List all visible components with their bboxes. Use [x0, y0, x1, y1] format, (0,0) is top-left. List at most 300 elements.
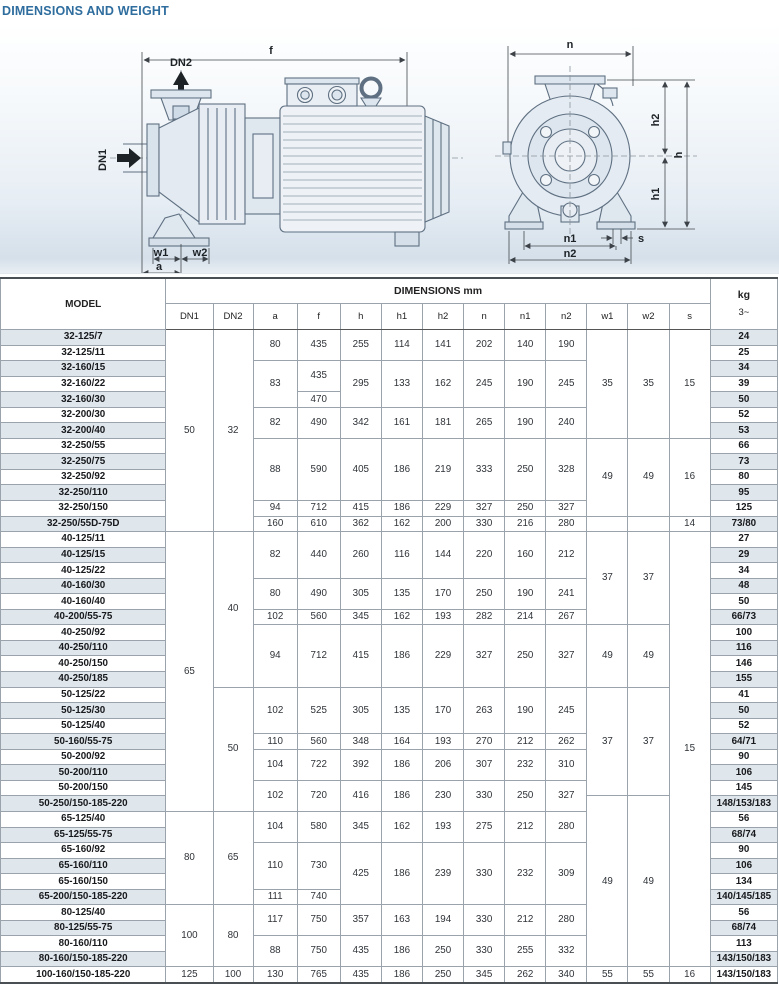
model-cell: 32-250/150	[1, 501, 166, 517]
dim-cell: 295	[340, 361, 381, 408]
dim-cell: 37	[628, 687, 669, 796]
dim-cell: 275	[464, 811, 505, 842]
dim-cell: 241	[546, 578, 587, 609]
dim-cell: 250	[422, 967, 463, 983]
dim-cell: 327	[464, 501, 505, 517]
dim-cell: 435	[297, 330, 340, 361]
dim-cell: 104	[253, 749, 297, 780]
dim-cell: 206	[422, 749, 463, 780]
dim-cell: 262	[546, 734, 587, 750]
dim-cell: 327	[546, 501, 587, 517]
dim-cell: 32	[213, 330, 253, 532]
dim-cell	[628, 516, 669, 532]
dim-cell: 740	[297, 889, 340, 905]
dim-cell: 310	[546, 749, 587, 780]
weight-cell: 24	[710, 330, 777, 346]
dim-cell: 160	[505, 532, 546, 579]
dim-cell: 330	[464, 905, 505, 936]
dim-cell: 186	[381, 438, 422, 500]
dim-cell: 55	[587, 967, 628, 983]
weight-cell: 145	[710, 780, 777, 796]
dim-cell: 265	[464, 407, 505, 438]
table-row	[1, 687, 778, 703]
dim-cell: 305	[340, 578, 381, 609]
header-col-w1: w1	[587, 304, 628, 330]
model-cell: 40-200/55-75	[1, 609, 166, 625]
dim-cell: 560	[297, 609, 340, 625]
dim-cell: 37	[587, 532, 628, 625]
dim-cell: 212	[505, 905, 546, 936]
dim-cell: 15	[669, 532, 710, 967]
dim-cell: 435	[340, 936, 381, 967]
model-cell: 50-160/55-75	[1, 734, 166, 750]
dim-cell: 750	[297, 905, 340, 936]
dim-cell: 102	[253, 609, 297, 625]
header-col-DN2: DN2	[213, 304, 253, 330]
dim-cell: 15	[669, 330, 710, 439]
dim-cell: 348	[340, 734, 381, 750]
dim-cell: 270	[464, 734, 505, 750]
dim-label-n2: n2	[563, 248, 577, 260]
dim-cell: 135	[381, 578, 422, 609]
table-row	[1, 625, 778, 641]
weight-cell: 50	[710, 594, 777, 610]
dim-cell: 255	[340, 330, 381, 361]
dim-cell: 262	[505, 967, 546, 983]
model-cell: 65-125/40	[1, 811, 166, 827]
dim-cell: 280	[546, 905, 587, 936]
dim-cell: 405	[340, 438, 381, 500]
dim-cell: 345	[340, 811, 381, 842]
table-row	[1, 967, 778, 983]
dim-cell: 712	[297, 625, 340, 687]
model-cell: 40-125/11	[1, 532, 166, 548]
dim-cell: 250	[505, 438, 546, 500]
dim-label-s: s	[637, 233, 645, 245]
dimensions-table	[0, 277, 778, 984]
dim-cell: 220	[464, 532, 505, 579]
dim-cell: 342	[340, 407, 381, 438]
weight-cell: 90	[710, 843, 777, 859]
model-cell: 100-160/150-185-220	[1, 967, 166, 983]
lifting-eye	[362, 79, 381, 98]
model-cell: 32-125/7	[1, 330, 166, 346]
dim-cell: 170	[422, 578, 463, 609]
dim-cell: 49	[628, 796, 669, 967]
dim-cell: 135	[381, 687, 422, 734]
dim-cell: 193	[422, 811, 463, 842]
dim-cell: 163	[381, 905, 422, 936]
model-cell: 40-250/92	[1, 625, 166, 641]
model-cell: 40-250/185	[1, 672, 166, 688]
dim-cell: 49	[587, 625, 628, 687]
model-cell: 80-160/150-185-220	[1, 951, 166, 967]
dim-cell: 49	[587, 796, 628, 967]
dim-cell: 49	[587, 438, 628, 516]
dim-cell: 88	[253, 438, 297, 500]
weight-cell: 66/73	[710, 609, 777, 625]
dim-cell: 280	[546, 811, 587, 842]
model-cell: 40-125/22	[1, 563, 166, 579]
weight-cell: 53	[710, 423, 777, 439]
dim-cell: 307	[464, 749, 505, 780]
dim-cell: 100	[213, 967, 253, 983]
weight-cell: 80	[710, 469, 777, 485]
dim-cell: 280	[546, 516, 587, 532]
dim-cell: 104	[253, 811, 297, 842]
dim-cell: 130	[253, 967, 297, 983]
dim-label-dn2: DN2	[169, 57, 193, 69]
dim-cell: 425	[340, 843, 381, 905]
model-cell: 32-250/55D-75D	[1, 516, 166, 532]
model-cell: 50-125/22	[1, 687, 166, 703]
weight-cell: 125	[710, 501, 777, 517]
dim-cell: 712	[297, 501, 340, 517]
weight-cell: 64/71	[710, 734, 777, 750]
dim-cell: 14	[669, 516, 710, 532]
model-cell: 65-125/55-75	[1, 827, 166, 843]
weight-cell: 50	[710, 703, 777, 719]
dim-cell: 162	[381, 516, 422, 532]
dim-cell: 219	[422, 438, 463, 500]
dim-cell: 590	[297, 438, 340, 500]
header-model: MODEL	[1, 278, 166, 330]
dim-cell: 111	[253, 889, 297, 905]
model-cell: 32-160/22	[1, 376, 166, 392]
model-cell: 32-125/11	[1, 345, 166, 361]
pump-drawings	[0, 24, 779, 274]
dim-label-h1: h1	[650, 187, 662, 201]
dim-cell: 50	[166, 330, 213, 532]
dimensions-table-body	[1, 330, 778, 983]
dim-cell: 35	[628, 330, 669, 439]
dim-cell: 186	[381, 967, 422, 983]
dim-cell: 133	[381, 361, 422, 408]
dim-cell: 309	[546, 843, 587, 905]
dim-cell: 190	[505, 578, 546, 609]
dim-cell: 140	[505, 330, 546, 361]
weight-cell: 68/74	[710, 920, 777, 936]
model-cell: 65-160/110	[1, 858, 166, 874]
page-title: DIMENSIONS AND WEIGHT	[2, 4, 169, 18]
dim-cell: 229	[422, 625, 463, 687]
pump-side-view-drawing	[95, 24, 465, 273]
dim-label-h: h	[673, 151, 685, 159]
dim-cell: 440	[297, 532, 340, 579]
dim-cell: 160	[253, 516, 297, 532]
weight-cell: 100	[710, 625, 777, 641]
dim-cell: 305	[340, 687, 381, 734]
weight-cell: 116	[710, 640, 777, 656]
weight-cell: 148/153/183	[710, 796, 777, 812]
dim-cell	[587, 516, 628, 532]
dim-cell: 82	[253, 532, 297, 579]
dim-cell: 250	[505, 780, 546, 811]
header-col-a: a	[253, 304, 297, 330]
dim-cell: 392	[340, 749, 381, 780]
dim-cell: 102	[253, 780, 297, 811]
dim-cell: 328	[546, 438, 587, 500]
model-cell: 32-160/30	[1, 392, 166, 408]
dim-cell: 212	[505, 734, 546, 750]
dim-cell: 94	[253, 501, 297, 517]
weight-cell: 27	[710, 532, 777, 548]
dim-label-a: a	[155, 261, 163, 273]
dn1-flow-arrow	[117, 148, 141, 168]
dim-cell: 415	[340, 625, 381, 687]
dim-cell: 16	[669, 967, 710, 983]
dim-cell: 263	[464, 687, 505, 734]
weight-cell: 68/74	[710, 827, 777, 843]
dim-cell: 49	[628, 625, 669, 687]
header-col-n: n	[464, 304, 505, 330]
model-cell: 80-160/110	[1, 936, 166, 952]
weight-cell: 29	[710, 547, 777, 563]
dim-cell: 55	[628, 967, 669, 983]
dim-cell: 37	[628, 532, 669, 625]
dim-cell: 330	[464, 936, 505, 967]
dim-cell: 94	[253, 625, 297, 687]
dim-cell: 610	[297, 516, 340, 532]
dim-label-n: n	[566, 39, 574, 51]
dim-cell: 190	[505, 361, 546, 408]
kg-label: kg	[737, 289, 750, 301]
weight-cell: 143/150/183	[710, 967, 777, 983]
dim-cell: 327	[464, 625, 505, 687]
dim-cell: 340	[546, 967, 587, 983]
model-cell: 50-250/150-185-220	[1, 796, 166, 812]
dim-cell: 190	[505, 687, 546, 734]
weight-cell: 140/145/185	[710, 889, 777, 905]
dim-cell: 186	[381, 843, 422, 905]
model-cell: 50-200/150	[1, 780, 166, 796]
model-cell: 40-125/15	[1, 547, 166, 563]
dim-cell: 330	[464, 843, 505, 905]
dim-cell: 193	[422, 609, 463, 625]
dim-cell: 212	[546, 532, 587, 579]
dim-label-h2: h2	[650, 113, 662, 127]
dim-cell: 80	[166, 811, 213, 904]
dim-cell: 362	[340, 516, 381, 532]
dim-cell: 65	[166, 532, 213, 812]
dim-label-n1: n1	[563, 233, 577, 245]
model-cell: 32-200/30	[1, 407, 166, 423]
dim-cell: 232	[505, 749, 546, 780]
dim-cell: 333	[464, 438, 505, 500]
dim-cell: 212	[505, 811, 546, 842]
header-col-n2: n2	[546, 304, 587, 330]
weight-cell: 25	[710, 345, 777, 361]
dim-cell: 144	[422, 532, 463, 579]
weight-cell: 34	[710, 361, 777, 377]
dim-cell: 49	[628, 438, 669, 516]
dim-cell: 214	[505, 609, 546, 625]
dim-cell: 250	[464, 578, 505, 609]
dim-cell: 245	[546, 687, 587, 734]
dim-cell: 282	[464, 609, 505, 625]
dim-cell: 250	[422, 936, 463, 967]
dim-cell: 162	[381, 811, 422, 842]
dim-cell: 330	[464, 516, 505, 532]
dim-cell: 65	[213, 811, 253, 904]
dim-cell: 239	[422, 843, 463, 905]
dim-cell: 164	[381, 734, 422, 750]
model-cell: 32-250/110	[1, 485, 166, 501]
model-cell: 80-125/40	[1, 905, 166, 921]
table-row	[1, 516, 778, 532]
dim-cell: 580	[297, 811, 340, 842]
dim-cell: 194	[422, 905, 463, 936]
header-col-w2: w2	[628, 304, 669, 330]
pump-front-view-drawing	[465, 24, 775, 273]
dim-cell: 250	[505, 501, 546, 517]
dim-cell: 190	[546, 330, 587, 361]
dim-cell: 35	[587, 330, 628, 439]
dim-cell: 186	[381, 501, 422, 517]
dim-cell: 490	[297, 407, 340, 438]
weight-cell: 73/80	[710, 516, 777, 532]
model-cell: 50-200/92	[1, 749, 166, 765]
model-cell: 65-200/150-185-220	[1, 889, 166, 905]
header-col-n1: n1	[505, 304, 546, 330]
model-cell: 32-200/40	[1, 423, 166, 439]
dim-cell: 125	[166, 967, 213, 983]
model-cell: 50-125/40	[1, 718, 166, 734]
dim-cell: 80	[253, 330, 297, 361]
weight-cell: 48	[710, 578, 777, 594]
dim-cell: 250	[505, 625, 546, 687]
dim-cell: 730	[297, 843, 340, 890]
header-col-s: s	[669, 304, 710, 330]
dim-cell: 357	[340, 905, 381, 936]
weight-cell: 106	[710, 858, 777, 874]
model-cell: 32-160/15	[1, 361, 166, 377]
dim-cell: 260	[340, 532, 381, 579]
header-col-f: f	[297, 304, 340, 330]
weight-cell: 52	[710, 718, 777, 734]
model-cell: 40-250/150	[1, 656, 166, 672]
dim-cell: 240	[546, 407, 587, 438]
weight-cell: 73	[710, 454, 777, 470]
weight-cell: 41	[710, 687, 777, 703]
model-cell: 40-160/30	[1, 578, 166, 594]
dim-cell: 162	[422, 361, 463, 408]
dim-cell: 245	[464, 361, 505, 408]
dim-label-dn1: DN1	[97, 148, 109, 172]
weight-cell: 39	[710, 376, 777, 392]
dim-cell: 202	[464, 330, 505, 361]
kg-phase-label: 3~	[738, 306, 750, 318]
dim-cell: 722	[297, 749, 340, 780]
dim-cell: 470	[297, 392, 340, 408]
dim-label-f: f	[269, 45, 273, 57]
dim-cell: 186	[381, 780, 422, 811]
dim-cell: 117	[253, 905, 297, 936]
dim-cell: 327	[546, 625, 587, 687]
dim-cell: 416	[340, 780, 381, 811]
model-cell: 32-250/55	[1, 438, 166, 454]
weight-cell: 143/150/183	[710, 951, 777, 967]
header-col-h2: h2	[422, 304, 463, 330]
dim-cell: 80	[253, 578, 297, 609]
dim-cell: 102	[253, 687, 297, 734]
dim-cell: 16	[669, 438, 710, 516]
weight-cell: 146	[710, 656, 777, 672]
table-row	[1, 532, 778, 548]
header-dimensions-group: DIMENSIONS mm	[166, 278, 710, 304]
dim-cell: 83	[253, 361, 297, 408]
weight-cell: 34	[710, 563, 777, 579]
dim-cell: 40	[213, 532, 253, 687]
table-row	[1, 330, 778, 346]
weight-cell: 113	[710, 936, 777, 952]
weight-cell: 50	[710, 392, 777, 408]
dim-cell: 232	[505, 843, 546, 905]
header-col-h1: h1	[381, 304, 422, 330]
dim-label-w2: w2	[192, 247, 208, 259]
table-row	[1, 438, 778, 454]
model-cell: 50-125/30	[1, 703, 166, 719]
dim-cell: 560	[297, 734, 340, 750]
dim-cell: 267	[546, 609, 587, 625]
dim-cell: 161	[381, 407, 422, 438]
header-kg	[710, 278, 777, 330]
dim-cell: 181	[422, 407, 463, 438]
dim-cell: 345	[464, 967, 505, 983]
model-cell: 32-250/92	[1, 469, 166, 485]
dim-cell: 37	[587, 687, 628, 796]
dimensions-table-wrap	[0, 277, 779, 984]
dim-cell: 435	[340, 967, 381, 983]
dim-cell: 750	[297, 936, 340, 967]
weight-cell: 134	[710, 874, 777, 890]
dim-cell: 327	[546, 780, 587, 811]
dim-cell: 186	[381, 936, 422, 967]
header-col-DN1: DN1	[166, 304, 213, 330]
dim-cell: 490	[297, 578, 340, 609]
dim-cell: 50	[213, 687, 253, 811]
dim-cell: 80	[213, 905, 253, 967]
dim-cell: 245	[546, 361, 587, 408]
dim-label-w1: w1	[153, 247, 169, 259]
dim-cell: 190	[505, 407, 546, 438]
dim-cell: 82	[253, 407, 297, 438]
dim-cell: 193	[422, 734, 463, 750]
dim-cell: 765	[297, 967, 340, 983]
dim-cell: 162	[381, 609, 422, 625]
dim-cell: 720	[297, 780, 340, 811]
dim-cell: 230	[422, 780, 463, 811]
dim-cell: 110	[253, 734, 297, 750]
dim-cell: 110	[253, 843, 297, 890]
weight-cell: 56	[710, 905, 777, 921]
dim-cell: 330	[464, 780, 505, 811]
dim-cell: 255	[505, 936, 546, 967]
model-cell: 65-160/92	[1, 843, 166, 859]
weight-cell: 66	[710, 438, 777, 454]
model-cell: 40-250/110	[1, 640, 166, 656]
dim-cell: 415	[340, 501, 381, 517]
model-cell: 32-250/75	[1, 454, 166, 470]
model-cell: 80-125/55-75	[1, 920, 166, 936]
dim-cell: 332	[546, 936, 587, 967]
weight-cell: 90	[710, 749, 777, 765]
dim-cell: 186	[381, 625, 422, 687]
weight-cell: 106	[710, 765, 777, 781]
weight-cell: 95	[710, 485, 777, 501]
dim-cell: 170	[422, 687, 463, 734]
model-cell: 50-200/110	[1, 765, 166, 781]
